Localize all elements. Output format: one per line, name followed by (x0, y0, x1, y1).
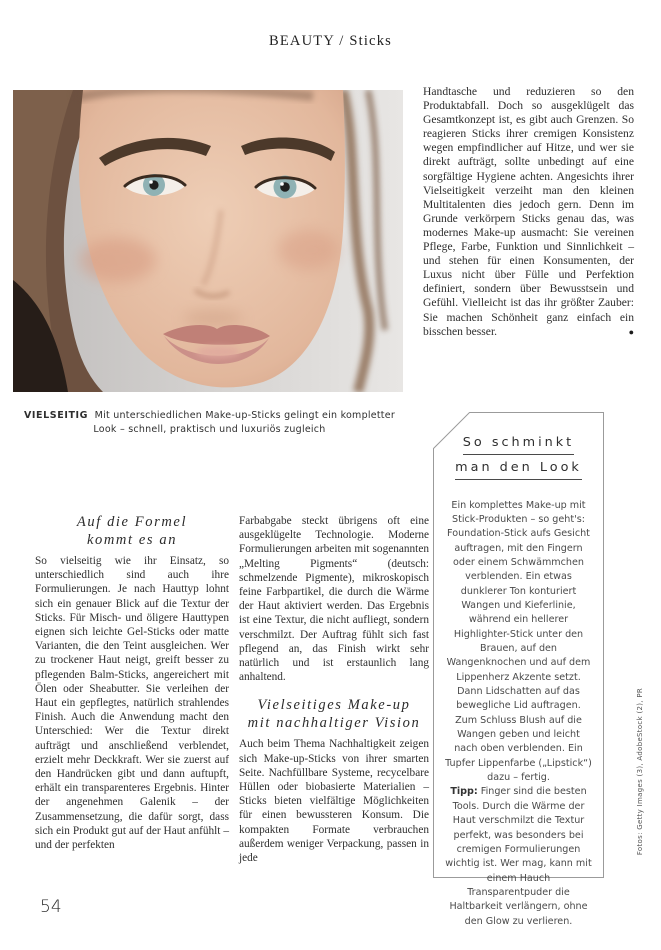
howto-box-title (445, 437, 592, 487)
article-text-col2: Farbabgabe steckt übrigens oft eine ausgeklügelte Technologie. Moderne Formulierungen arbeiten mit sogenannten „Melting Pigments“ (deutsch: schmelzende Pigmente), mikroskopisch feine Farbpartikel, die durch die Wärme der Haut aktiviert werden. Das Ergebnis ist eine Textur, die nicht aufliegt, sondern verschmilzt. Der Auftrag fühlt sich fast pflegend an, das Finish wirkt sehr natürlich und ist erstaunlich lang anhaltend. (239, 515, 429, 684)
howto-box-tip (445, 785, 592, 928)
section-heading-line2: kommt es an (86, 531, 178, 548)
portrait-photo (13, 90, 403, 392)
page-header-rubric: BEAUTY / Sticks (269, 33, 392, 49)
howto-title-line1: So schminkt (463, 437, 574, 455)
tip-label: Tipp: (450, 786, 478, 798)
section-heading-formel (35, 514, 229, 549)
photo-credit: Fotos: Getty Images (3), AdobeStock (2), PR (636, 688, 644, 856)
howto-box-body: Ein komplettes Make-up mit Stick-Produkten – so geht's: Foundation-Stick aufs Gesicht auftragen, mit den Fingern oder einem Schwämmchen verblenden. Ein etwas dunklerer Ton konturiert Wangen und Kieferlinie, während ein hellerer Highlighter-Stick unter den Brauen, auf den Wangenknochen und auf dem Lippenherz Akzente setzt. Dann Lidschatten auf das bewegliche Lid auftragen. Zum Schluss Blush auf die Wangen geben und leicht nach oben verblenden. Ein Tupfer Lippenfarbe („Lipstick“) dazu – fertig. (445, 499, 592, 784)
tip-text: Finger sind die besten Tools. Durch die Wärme der Haut verschmilzt die Textur perfekt, was besonders bei cremigen Formulierungen wichtig ist. Wer mag, kann mit einem Hauch Transparentpuder die Haltbarkeit verlängern, ohne den Glow zu verlieren. (445, 786, 592, 927)
end-of-article-dot: ● (628, 326, 634, 337)
portrait-illustration (13, 90, 403, 392)
caption-keyword: VIELSEITIG (23, 409, 89, 421)
section-heading-nachhaltig (239, 697, 429, 732)
section-heading-line1: Vielseitiges Make-up (257, 697, 411, 714)
article-column-left (35, 514, 229, 852)
intro-text: Handtasche und reduzieren so den Produktabfall. Doch so ausgeklügelt das Gesamtkonzept ist, es gibt auch Grenzen. So reagieren Sticks ihrer cremigen Konsistenz wegen empfindlicher auf Hitze, und wer sie direkt aufträgt, sollte unbedingt auf eine sorgfältige Hygiene achten. Angesichts ihrer Vielseitigkeit verzeiht man den kleinen Multitalenten dies jedoch gern. Denn im Grunde verkörpern Sticks genau das, was modernes Make-up ausmacht: Sie vereinen Pflege, Farbe, Funktion und Sinnlichkeit – und stehen für einen Konsumenten, der Luxus nicht über Fülle und Perfektion definiert, sondern über Bewusstsein und Gefühl. Vielleicht ist das ihr größter Zauber: Sie machen Schönheit ganz einfach ein bisschen besser. (423, 85, 634, 338)
article-text-col2-part2: Auch beim Thema Nachhaltigkeit zeigen sich Make-up-Sticks von ihrer smarten Seite. Nachfüllbare Systeme, recycelbare Hüllen oder biobasierte Materialien – Sticks bieten vielfältige Möglichkeiten für einen bewussteren Konsum. Die kompakten Formate verbrauchen außerdem weniger Verpackung, passen in jede (239, 738, 429, 865)
howto-sidebar-box (433, 412, 604, 927)
howto-box-content (433, 412, 604, 929)
page-number: 54 (40, 897, 62, 917)
section-heading-line2: mit nachhaltiger Vision (247, 714, 421, 731)
intro-paragraph (423, 85, 634, 339)
caption-text: Mit unterschiedlichen Make-up-Sticks gelingt ein kompletter Look – schnell, praktisch und luxuriös zugleich (93, 409, 396, 435)
howto-title-line2: man den Look (455, 462, 582, 480)
article-column-middle (239, 514, 429, 865)
photo-caption (22, 409, 397, 438)
section-heading-line1: Auf die Formel (76, 514, 188, 530)
article-text-col1: So vielseitig wie ihr Einsatz, so unterschiedlich sind auch ihre Formulierungen. Je nach Hauttyp lohnt sich ein genauer Blick auf die Textur der Sticks. Für Misch- und öligere Hauttypen eignen sich leichte Gel-Sticks oder matte Varianten, die den Teint ausgleichen. Wer zu trockener Haut neigt, greift besser zu pflegenden Balm-Sticks, angereichert mit Ölen oder Sheabutter. Sie verleihen der Haut ein gepflegtes, natürlich strahlendes Finish. Auch die Anwendung macht den Unterschied: Wer die Textur direkt aufträgt und anschließend verblendet, erzielt mehr Deckkraft. Wer sie zuerst auf den Handrücken gibt und dann auftupft, erhält ein transparenteres Ergebnis. Hinter der angenehmen Galenik – der Zusammensetzung, die dafür sorgt, dass sich ein Produkt gut auf der Haut anfühlt – und der perfekten (35, 555, 229, 852)
